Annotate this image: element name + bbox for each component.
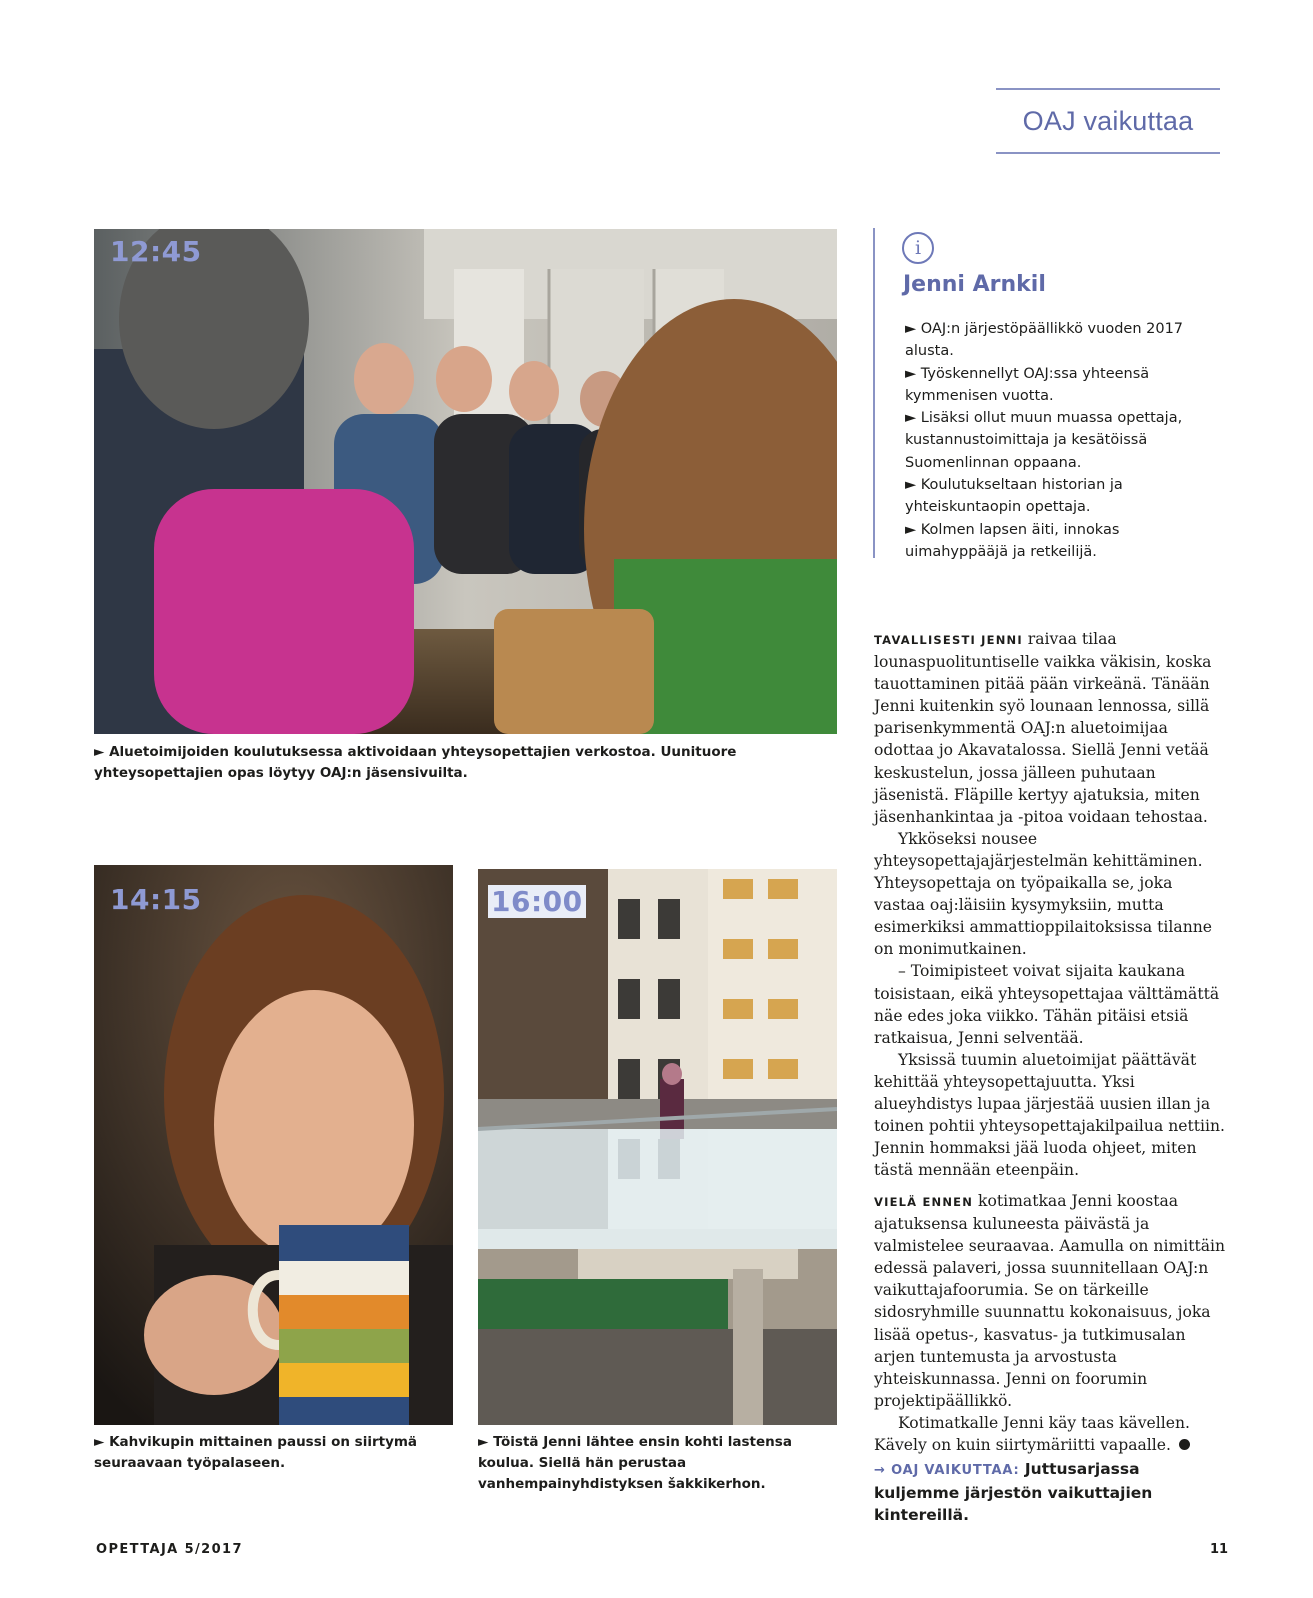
article-paragraph: VIELÄ ENNEN kotimatkaa Jenni koostaa ajatuksensa kuluneesta päivästä ja valmistelee seuraavaa. Aamulla on nimittäin edessä palaveri, jossa suunnitellaan OAJ:n vaikuttajafoorumia. Se on tärkeille sidosryhmille suunnattu kokonaisuus, joka lisää opetus-, kasvatus- ja tutkimusalan arjen tuntemusta ja arvostusta yhteiskunnassa. Jenni on foorumin projektipäällikkö. [874, 1192, 1226, 1410]
info-icon: i [902, 232, 934, 264]
street-photo [478, 869, 837, 1425]
lead-in: TAVALLISESTI JENNI [874, 633, 1023, 647]
series-text: Juttusarjassa kuljemme järjestön vaikuttajien kintereillä. [874, 1460, 1153, 1524]
info-item: ► Koulutukseltaan historian ja yhteiskuntaopin opettaja. [905, 477, 1123, 516]
article-paragraph: – Toimipisteet voivat sijaita kaukana toisistaan, eikä yhteysopettajaa välttämättä näe edes joka viikko. Tähän pitäisi etsiä ratkaisua, Jenni selventää. [874, 962, 1220, 1047]
article-paragraph: TAVALLISESTI JENNI raivaa tilaa lounaspuolituntiselle vaikka väkisin, koska tauottaminen pitää pään virkeänä. Tänään Jenni kuitenkin syö lounaan lennossa, sillä parisenkymmentä OAJ:n aluetoimijaa odottaa jo Akavatalossa. Siellä Jenni vetää keskustelun, jossa jälleen puhutaan jäsenistä. Fläpille kertyy ajatuksia, miten jäsenhankintaa ja -pitoa voidaan tehostaa. [874, 630, 1212, 826]
footer-magazine: OPETTAJA 5/2017 [96, 1542, 243, 1557]
time-label-meeting: 12:45 [110, 235, 202, 268]
article-paragraph: Yksissä tuumin aluetoimijat päättävät kehittää yhteysopettajuutta. Yksi alueyhdistys lupaa järjestää uusien illan ja toinen pohtii yhteysopettajakilpailua nettiin. Jennin hommaksi jää luoda ohjeet, miten tästä mennään eteenpäin. [874, 1050, 1225, 1180]
page-number: 11 [1210, 1542, 1229, 1557]
lead-in: VIELÄ ENNEN [874, 1195, 974, 1209]
section-tag [996, 88, 1220, 154]
street-caption: ► Töistä Jenni lähtee ensin kohti lastensa koulua. Siellä hän perustaa vanhempainyhdistyksen šakkikerhon. [478, 1434, 792, 1492]
article-paragraph: Kotimatkalle Jenni käy taas kävellen. Kävely on kuin siirtymäriitti vapaalle. [874, 1413, 1190, 1455]
info-item: ► Lisäksi ollut muun muassa opettaja, kustannustoimittaja ja kesätöissä Suomenlinnan oppaana. [905, 410, 1183, 471]
meeting-photo [94, 229, 837, 734]
info-item: ► Työskennellyt OAJ:ssa yhteensä kymmenisen vuotta. [905, 365, 1150, 404]
info-name: Jenni Arnkil [903, 272, 1046, 297]
info-item: ► OAJ:n järjestöpäällikkö vuoden 2017 alusta. [905, 321, 1184, 360]
end-mark-icon [1179, 1439, 1190, 1450]
portrait-caption: ► Kahvikupin mittainen paussi on siirtymä seuraavaan työpalaseen. [94, 1434, 418, 1471]
article-paragraph: Ykköseksi nousee yhteysopettajajärjestelmän kehittäminen. Yhteysopettaja on työpaikalla se, joka vastaa oaj:läisiin kysymyksiin, mutta esimerkiksi ammattioppilaitoksissa tilanne on monimutkainen. [874, 829, 1213, 959]
arrow-right-icon: → [874, 1463, 886, 1478]
meeting-caption: ► Aluetoimijoiden koulutuksessa aktivoidaan yhteysopettajien verkostoa. Uunituore yhteysopettajien opas löytyy OAJ:n jäsensivuilta. [94, 744, 737, 781]
time-label-street: 16:00 [488, 885, 586, 918]
article-block-2 [874, 1190, 1226, 1456]
section-title: OAJ vaikuttaa [1022, 105, 1194, 136]
series-note [874, 1458, 1226, 1526]
time-label-portrait: 14:15 [110, 883, 202, 916]
series-label: OAJ VAIKUTTAA: [891, 1463, 1020, 1478]
portrait-photo [94, 865, 453, 1425]
info-list [905, 318, 1205, 563]
article-block-1 [874, 628, 1226, 1181]
info-box [873, 228, 1205, 558]
info-item: ► Kolmen lapsen äiti, innokas uimahyppääjä ja retkeilijä. [905, 521, 1120, 560]
